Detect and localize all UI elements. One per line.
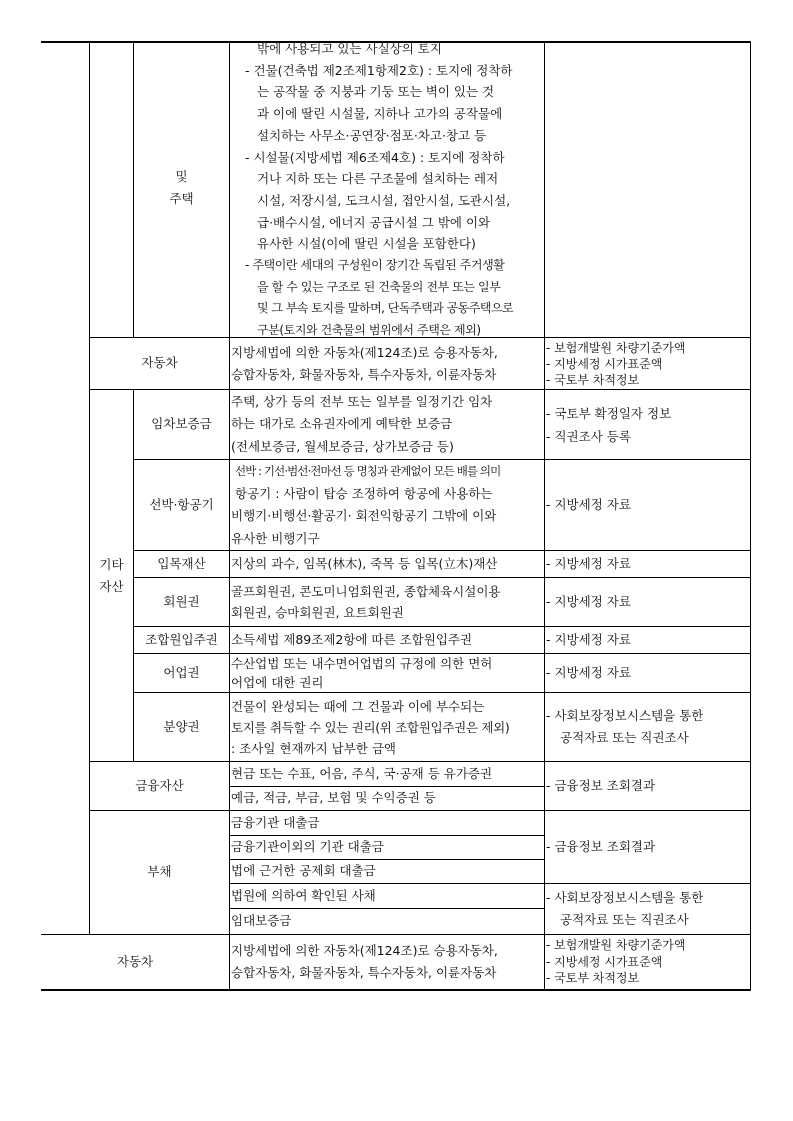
row-label-text: 어업권 xyxy=(163,664,200,680)
desc-line: 밖에 사용되고 있는 사실상의 토지 xyxy=(257,41,442,56)
debt-item xyxy=(231,836,543,859)
desc-line: 유사한 비행기구 xyxy=(231,530,320,546)
car-label xyxy=(90,338,229,389)
financial-label xyxy=(90,762,229,810)
desc-line: 지상의 과수, 임목(林木), 죽목 등 입목(立木)재산 xyxy=(231,555,498,571)
desc-line: 설치하는 사무소·공연장·점포·차고·창고 등 xyxy=(257,127,487,143)
debt-label xyxy=(90,811,229,934)
car-description xyxy=(231,935,543,989)
src-line: - 지방세정 자료 xyxy=(546,594,631,609)
row-label-text: 임차보증금 xyxy=(151,416,212,432)
row-source xyxy=(546,693,749,761)
row-description xyxy=(231,460,543,550)
src-line: - 국토부 차적정보 xyxy=(546,971,640,986)
debt-item-text: 법원에 의하여 확인된 사채 xyxy=(231,887,376,903)
desc-line: 비행기·비행선·활공기· 회전익항공기 그밖에 이와 xyxy=(231,508,497,523)
desc-line: 소득세법 제89조제2항에 따른 조합원입주권 xyxy=(231,631,473,647)
group-label-line: 자산 xyxy=(99,578,124,594)
src-line: - 지방세정 자료 xyxy=(546,556,631,571)
src-line: - 지방세정 자료 xyxy=(546,632,631,647)
row-source xyxy=(546,551,749,577)
desc-line: 유사한 시설(이에 딸린 시설을 포함한다) xyxy=(257,236,476,252)
row-source xyxy=(546,460,749,550)
row-source xyxy=(546,390,749,459)
src-line: - 지방세정 자료 xyxy=(546,665,631,680)
desc-line: 승합자동차, 화물자동차, 특수자동차, 이륜자동차 xyxy=(231,965,497,980)
grid-line xyxy=(544,41,545,989)
src-line: - 지방세정 시가표준액 xyxy=(546,954,663,969)
desc-line: - 건물(건축법 제2조제1항제2호) : 토지에 정착하 xyxy=(245,62,513,78)
financial-source xyxy=(546,762,749,810)
other-assets-group-label xyxy=(90,390,133,761)
debt-source xyxy=(546,884,749,934)
desc-line: 을 할 수 있는 구조로 된 건축물의 전부 또는 일부 xyxy=(257,279,501,294)
financial-label-text: 금융자산 xyxy=(135,777,184,793)
debt-source xyxy=(546,811,749,883)
desc-line: 지방세법에 의한 자동차(제124조)로 승용자동차, xyxy=(231,344,498,360)
financial-item-text: 현금 또는 수표, 어음, 주식, 국·공재 등 유가증권 xyxy=(231,765,493,781)
row-label xyxy=(134,460,229,550)
row-description xyxy=(231,390,543,459)
src-line: - 금융정보 조회결과 xyxy=(546,839,656,854)
desc-line: - 주택이란 세대의 구성원이 장기간 독립된 주거생활 xyxy=(245,258,505,273)
debt-item-text: 금융기관이외의 기관 대출금 xyxy=(231,839,384,855)
grid-line xyxy=(229,41,230,989)
financial-item-text: 예금, 적금, 부금, 보험 및 수익증권 등 xyxy=(231,790,436,806)
desc-line: 항공기 : 사람이 탑승 조정하여 항공에 사용하는 xyxy=(235,485,493,501)
grid-line xyxy=(750,41,751,989)
table-bottom-border xyxy=(41,989,751,991)
property-label xyxy=(134,166,229,210)
src-line: - 지방세정 자료 xyxy=(546,497,631,512)
desc-line: 건물이 완성되는 때에 그 건물과 이에 부수되는 xyxy=(231,698,485,714)
row-label xyxy=(134,654,229,692)
row-label-text: 회원권 xyxy=(163,593,200,609)
financial-item xyxy=(231,762,543,786)
row-description xyxy=(231,551,543,577)
src-line: - 금융정보 조회결과 xyxy=(546,778,656,793)
desc-line: 지방세법에 의한 자동차(제124조)로 승용자동차, xyxy=(231,943,498,958)
car-label-text: 자동차 xyxy=(141,355,178,371)
debt-item xyxy=(231,811,543,835)
src-line: - 직권조사 등록 xyxy=(546,428,631,444)
desc-line: 주택, 상가 등의 전부 또는 일부를 일정기간 임차 xyxy=(231,393,493,409)
car-label-text: 자동차 xyxy=(116,953,154,969)
property-label-line: 및 xyxy=(175,169,188,184)
row-description xyxy=(231,578,543,626)
debt-item-text: 임대보증금 xyxy=(231,913,292,929)
desc-line: 거나 지하 또는 다른 구조물에 설치하는 레저 xyxy=(257,171,499,187)
desc-line: : 조사일 현재까지 납부한 금액 xyxy=(231,740,397,756)
row-label xyxy=(134,627,229,653)
car-description xyxy=(231,338,543,389)
desc-line: 는 공작물 중 지붕과 기둥 또는 벽이 있는 것 xyxy=(257,84,495,100)
row-description xyxy=(231,627,543,653)
property-description xyxy=(231,38,543,342)
property-label-line: 주택 xyxy=(169,191,194,206)
src-line: - 지방세정 시가표준액 xyxy=(546,356,663,371)
row-label xyxy=(134,390,229,459)
car-source xyxy=(546,338,749,389)
desc-line: 및 그 부속 토지를 말하며, 단독주택과 공동주택으로 xyxy=(257,301,514,316)
row-label-text: 조합원입주권 xyxy=(145,631,218,647)
desc-line: 급·배수시설, 에너지 공급시설 그 밖에 이와 xyxy=(257,214,491,230)
desc-line: 회원권, 승마회원권, 요트회원권 xyxy=(231,605,404,620)
row-label-text: 분양권 xyxy=(163,718,200,734)
desc-line: (전세보증금, 월세보증금, 상가보증금 등) xyxy=(231,438,454,454)
desc-line: 토지를 취득할 수 있는 권리(위 조합원입주권은 제외) xyxy=(231,719,510,735)
row-label-text: 선박·항공기 xyxy=(149,496,214,512)
debt-label-text: 부채 xyxy=(147,864,172,880)
desc-line: 골프회원권, 콘도미니엄회원권, 종합체육시설이용 xyxy=(231,584,501,599)
desc-line: 과 이에 딸린 시설물, 지하나 고가의 공작물에 xyxy=(257,106,503,122)
group-label-line: 기타 xyxy=(99,556,124,572)
debt-item xyxy=(231,884,543,908)
car-source xyxy=(546,935,749,989)
row-label xyxy=(134,693,229,761)
desc-line: 하는 대가로 소유권자에게 예탁한 보증금 xyxy=(231,416,453,432)
row-description xyxy=(231,693,543,761)
src-line: - 사회보장정보시스템을 통한 xyxy=(546,708,704,723)
debt-item-text: 법에 근거한 공제회 대출금 xyxy=(231,863,376,879)
src-line: 공적자료 또는 직권조사 xyxy=(560,912,689,927)
src-line: - 국토부 확정일자 정보 xyxy=(546,405,672,421)
src-line: - 보험개발원 차량기준가액 xyxy=(546,340,686,355)
desc-line: 시설, 저장시설, 도크시설, 접안시설, 도관시설, xyxy=(257,192,511,208)
desc-line: 선박 : 기선·범선·전마선 등 명칭과 관계없이 모든 배를 의미 xyxy=(235,464,501,478)
desc-line: - 시설물(지방세법 제6조제4호) : 토지에 정착하 xyxy=(245,149,505,165)
row-description xyxy=(231,654,543,692)
desc-line: 승합자동차, 화물자동차, 특수자동차, 이륜자동차 xyxy=(231,366,497,382)
src-line: - 사회보장정보시스템을 통한 xyxy=(546,890,704,905)
row-source xyxy=(546,654,749,692)
row-label-text: 입목재산 xyxy=(157,555,206,571)
desc-line: 어업에 대한 권리 xyxy=(231,675,324,690)
desc-line: 수산업법 또는 내수면어업법의 규정에 의한 면허 xyxy=(231,656,493,671)
row-label xyxy=(134,578,229,626)
row-label xyxy=(134,551,229,577)
src-line: - 보험개발원 차량기준가액 xyxy=(546,938,686,953)
src-line: - 국토부 차적정보 xyxy=(546,372,640,387)
src-line: 공적자료 또는 직권조사 xyxy=(560,730,689,745)
debt-item xyxy=(231,909,543,934)
desc-line: 구분(토지와 건축물의 범위에서 주택은 제외) xyxy=(257,323,481,338)
car-label xyxy=(41,935,229,989)
financial-item xyxy=(231,787,543,810)
debt-item-text: 금융기관 대출금 xyxy=(231,814,320,830)
debt-item xyxy=(231,860,543,883)
row-source xyxy=(546,578,749,626)
row-source xyxy=(546,627,749,653)
